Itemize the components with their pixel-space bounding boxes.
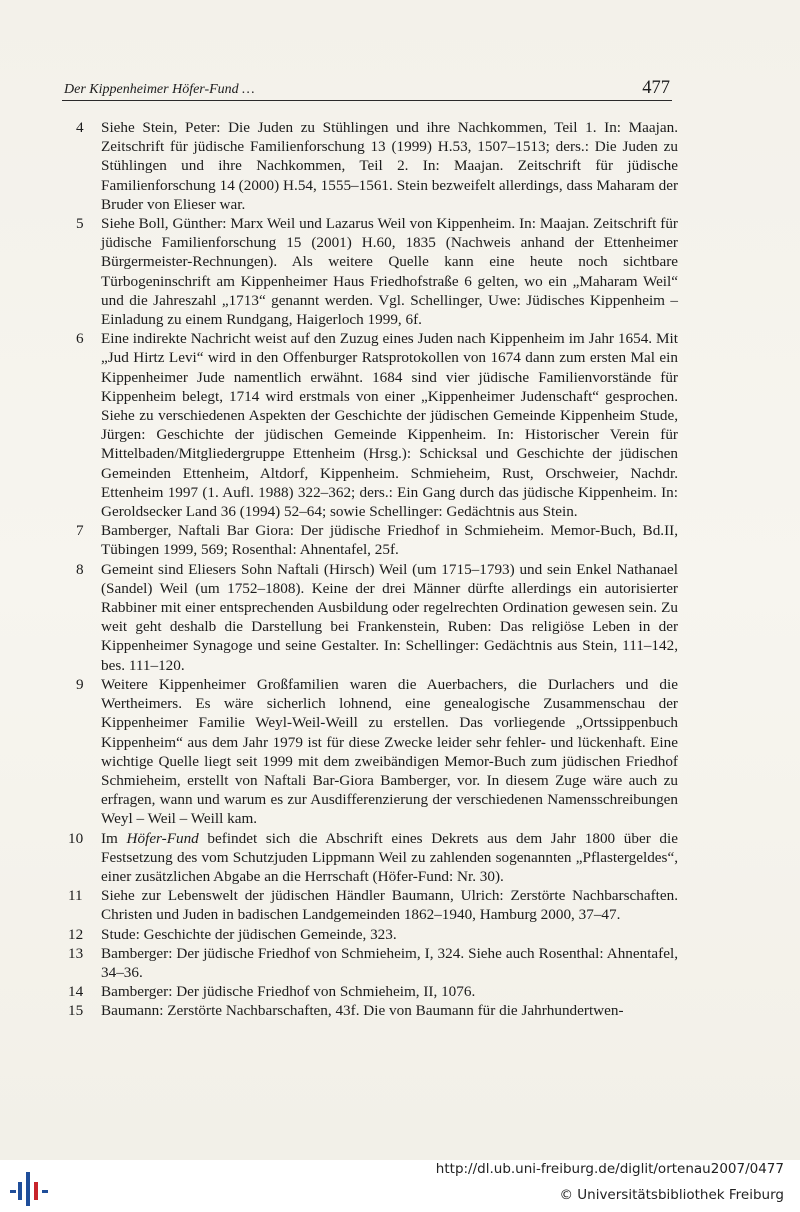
footnote-5 — [68, 214, 678, 329]
footnote-number: 7 — [76, 522, 84, 540]
footnote-8 — [68, 560, 678, 675]
footnote-text-italic: Höfer-Fund — [126, 829, 199, 847]
footnote-number: 6 — [76, 330, 84, 348]
footnote-11 — [68, 886, 678, 924]
footnote-text: Bamberger, Naftali Bar Giora: Der jüdische Friedhof in Schmieheim. Memor-Buch, Bd.II, Tübingen 1999, 569; Rosenthal: Ahnentafel, 25f. — [101, 522, 678, 559]
footnote-9 — [68, 675, 678, 829]
footnote-text: Weitere Kippenheimer Großfamilien waren die Auerbachers, die Durlachers und die Wertheimers. Es wäre sicherlich lohnend, eine genealogische Zusammenschau der Kippenheimer Familie Weyl-Weil-Weill zu erstellen. Das vorliegende „Ortssippenbuch Kippenheim“ aus dem Jahr 1979 ist für diese Zwecke leider sehr fehler- und lückenhaft. Eine wichtige Quelle liegt seit 1999 mit dem zweibändigen Memor-Buch zum jüdischen Friedhof Schmieheim, erstellt von Naftali Bar-Giora Bamberger, vor. In diesem Zuge wäre auch zu erfragen, wann und warum es zur Ausdifferenzierung der verschiedenen Namensschreibungen Weyl – Weil – Weill kam. — [101, 675, 678, 828]
footnote-10 — [68, 829, 678, 887]
library-logo-icon — [8, 1168, 56, 1208]
footnote-text: Siehe Stein, Peter: Die Juden zu Stühlingen und ihre Nachkommen, Teil 1. In: Maajan. Zeitschrift für jüdische Familienforschung 13 (1999) H.53, 1507–1513; ders.: Die Juden zu Stühlingen und ihre Nachkommen, Teil 2. In: Maajan. Zeitschrift für jüdische Familienforschung 14 (2000) H.54, 1555–1561. Stein bezweifelt allerdings, dass Maharam der Bruder von Elieser war. — [101, 119, 678, 213]
footnote-text — [101, 829, 678, 887]
footnote-text-pre: Im — [101, 829, 127, 847]
footnote-text-post: befindet sich die Abschrift eines Dekrets aus dem Jahr 1800 über die Festsetzung des vom Schutzjuden Lippmann Weil zu zahlenden sogenannten „Pflastergeldes“, einer zusätzlichen Abgabe an die Herrschaft (Höfer-Fund: Nr. 30). — [101, 829, 678, 885]
footnote-number: 13 — [68, 944, 84, 962]
footnote-number: 15 — [68, 1002, 84, 1020]
page-number: 477 — [642, 78, 670, 98]
footnote-number: 8 — [76, 560, 84, 578]
running-header — [62, 74, 672, 101]
footnote-number: 9 — [76, 675, 84, 693]
footnote-14 — [68, 982, 678, 1001]
footnote-number: 12 — [68, 925, 84, 943]
running-title: Der Kippenheimer Höfer-Fund … — [64, 82, 255, 97]
copyright-notice: © Universitätsbibliothek Freiburg — [559, 1187, 784, 1203]
footnote-number: 14 — [68, 983, 84, 1001]
footnote-7 — [68, 521, 678, 559]
footnote-number: 11 — [68, 887, 83, 905]
library-footer — [0, 1160, 800, 1212]
footnote-text: Siehe Boll, Günther: Marx Weil und Lazarus Weil von Kippenheim. In: Maajan. Zeitschrift für jüdische Familienforschung 15 (2001) H.60, 1835 (Nachweis anhand der Ettenheimer Bürgermeister-Rechnungen). Als weitere Quelle kann eine heute noch sichtbare Türbogeninschrift am Kippenheimer Haus Friedhofstraße 6 gelten, wo ein „Maharam Weil“ und die Jahreszahl „1713“ genannt werden. Vgl. Schellinger, Uwe: Jüdisches Kippenheim – Einladung zu einem Rundgang, Haigerloch 1999, 6f. — [101, 215, 678, 329]
footnote-13 — [68, 944, 678, 982]
footnote-number: 10 — [68, 829, 84, 847]
footnote-text: Stude: Geschichte der jüdischen Gemeinde, 323. — [101, 925, 397, 943]
footnote-text: Bamberger: Der jüdische Friedhof von Schmieheim, II, 1076. — [101, 983, 476, 1001]
footnote-text: Bamberger: Der jüdische Friedhof von Schmieheim, I, 324. Siehe auch Rosenthal: Ahnentafel, 34–36. — [101, 944, 678, 981]
footnote-text: Siehe zur Lebenswelt der jüdischen Händler Baumann, Ulrich: Zerstörte Nachbarschaften. Christen und Juden in badischen Landgemeinden 1862–1940, Hamburg 2000, 37–47. — [101, 887, 678, 924]
footnote-text: Eine indirekte Nachricht weist auf den Zuzug eines Juden nach Kippenheim im Jahr 1654. Mit „Jud Hirtz Levi“ wird in den Offenburger Ratsprotokollen von 1674 dann zum ersten Mal ein Kippenheimer Jude namentlich erwähnt. 1684 sind vier jüdische Familienvorstände für Kippenheim belegt, 1714 wird erstmals von einer „Kippenheimer Judenschaft“ gesprochen. Siehe zu verschiedenen Aspekten der Geschichte der jüdischen Gemeinde Kippenheim Stude, Jürgen: Geschichte der jüdischen Gemeinde Kippenheim. In: Historischer Verein für Mittelbaden/Mitgliedergruppe Ettenheim (Hrsg.): Schicksal und Geschichte der jüdischen Gemeinden Ettenheim, Altdorf, Kippenheim. Schmieheim, Rust, Orschweier, Nachdr. Ettenheim 1997 (1. Aufl. 1988) 322–362; ders.: Ein Gang durch das jüdische Kippenheim. In: Geroldsecker Land 36 (1994) 52–64; sowie Schellinger: Gedächtnis aus Stein. — [101, 330, 678, 521]
footnote-12 — [68, 925, 678, 944]
footnote-number: 4 — [76, 119, 84, 136]
footnote-text: Gemeint sind Eliesers Sohn Naftali (Hirsch) Weil (um 1715–1793) und sein Enkel Nathanael (Sandel) Weil (um 1752–1808). Keine der drei Männer dürfte allerdings ein autorisierter Rabbiner mit einer entsprechenden Ausbildung oder regelrechten Ordination gewesen sein. Zu weit geht deshalb die Darstellung bei Frankenstein, Ruben: Das religiöse Leben in der Kippenheimer Synagoge und seine Gestalter. In: Schellinger: Gedächtnis aus Stein, 111–142, bes. 111–120. — [101, 560, 678, 674]
footnote-4 — [68, 118, 678, 214]
footnote-6 — [68, 329, 678, 521]
footnotes — [68, 118, 678, 1021]
footnote-text: Baumann: Zerstörte Nachbarschaften, 43f. Die von Baumann für die Jahrhundertwen- — [101, 1002, 624, 1020]
source-url-link[interactable]: http://dl.ub.uni-freiburg.de/diglit/ortenau2007/0477 — [435, 1161, 784, 1177]
footnote-number: 5 — [76, 215, 84, 233]
footnote-15 — [68, 1001, 678, 1020]
